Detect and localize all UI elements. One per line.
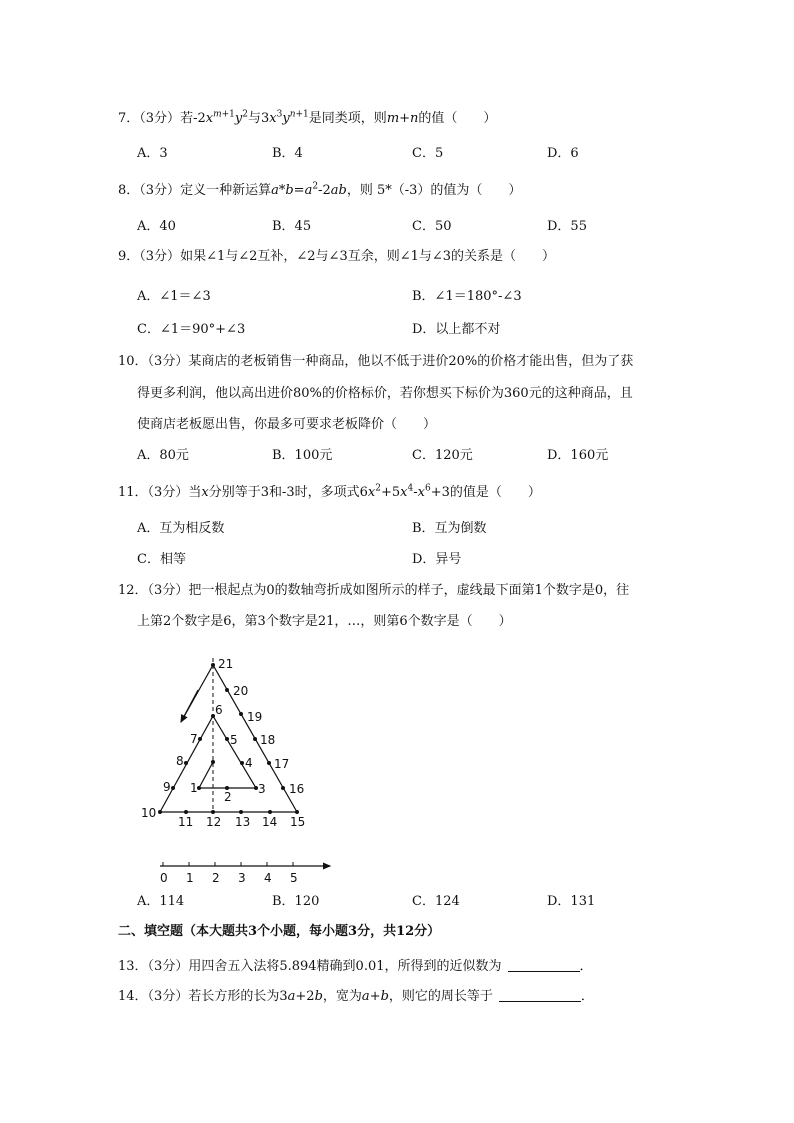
label-6: 6 [215,703,223,717]
label-19: 19 [247,710,263,724]
option-d: D．55 [547,219,587,234]
axis-tick-0: 0 [160,871,168,885]
q-number: 14． [118,989,148,1004]
label-20: 20 [233,684,249,698]
q10-line-1: 某商店的老板销售一种商品，他以不低于进价20%的价格才能出售，但为了获 [188,354,634,369]
label-11: 11 [178,815,194,829]
option-b: B．120 [272,894,320,909]
label-12: 12 [206,815,222,829]
q-score: （3分） [139,183,181,198]
question-8: 8．（3分）定义一种新运算$a*b=a^2-2ab$，则 5*（-3）的值为（ ） [118,181,522,198]
option-d: D．131 [547,894,596,909]
label-2: 2 [224,790,232,804]
q14-stem-b: ，宽为 [322,989,362,1004]
q-number: 7． [118,111,140,126]
q-number: 8． [118,183,140,198]
label-1: 1 [190,781,198,795]
label-7: 7 [190,732,198,746]
q-number: 13． [118,959,148,974]
option-d: D．异号 [412,552,462,567]
option-c: C．∠1＝90°+∠3 [137,322,246,337]
q7-stem: 若$-2x^{m+1}y^2$与$3x^3y^{n+1}$是同类项，则m+n的值（ ） [180,109,497,126]
label-16: 16 [289,782,305,796]
label-18: 18 [260,733,276,747]
q14-stem-c: ，则它的周长等于 [388,989,493,1004]
axis-tick-3: 3 [238,871,246,885]
label-15: 15 [290,815,306,829]
option-b: B．100元 [272,448,333,463]
q-score: （3分） [147,959,189,974]
label-4: 4 [245,756,253,770]
option-a: A．互为相反数 [137,521,225,536]
label-17: 17 [274,757,290,771]
label-13: 13 [235,815,251,829]
label-8: 8 [176,754,184,768]
q-number: 9． [118,249,140,264]
q11-var: x [201,485,209,500]
q10-line-2: 得更多利润，他以高出进价80%的价格标价，若你想买下标价为360元的这种商品，且 [137,386,633,401]
q-number: 11． [118,485,148,500]
option-a: A．∠1＝∠3 [137,289,211,304]
axis-tick-4: 4 [264,871,272,885]
q-score: （3分） [147,989,189,1004]
question-14: 14．（3分）若长方形的长为3a+2b，宽为a+b，则它的周长等于 ． [118,989,594,1004]
q-score: （3分） [139,249,181,264]
q10-line-3: 使商店老板愿出售，你最多可要求老板降价（ ） [137,417,437,432]
q-number: 10． [118,354,148,369]
option-d: D．以上都不对 [412,322,501,337]
option-a: A．80元 [137,448,189,463]
option-c: C．5 [412,146,444,161]
q9-stem: 如果∠1与∠2互补，∠2与∠3互余，则∠1与∠3的关系是（ ） [180,249,556,264]
question-13: 13．（3分）用四舍五入法将5.894精确到0.01，所得到的近似数为 ． [118,959,593,974]
q-number: 12． [118,583,148,598]
option-c: C．120元 [412,448,473,463]
axis-tick-5: 5 [290,871,298,885]
answer-blank[interactable] [499,988,581,1002]
option-c: C．124 [412,894,460,909]
q11-stem-a: 当 [188,485,202,500]
label-14: 14 [262,815,278,829]
option-a: A．3 [137,146,168,161]
option-a: A．114 [137,894,185,909]
q8-stem-b: ，则 5*（-3）的值为（ ） [346,183,522,198]
option-b: B．45 [272,219,312,234]
option-b: B．∠1＝180°-∠3 [412,289,522,304]
question-11: 11．（3分）当x分别等于3和-3时，多项式$6x^2+5x^4-x^6+3$的值是（ ） [118,483,541,500]
q-score: （3分） [147,354,189,369]
label-21: 21 [218,657,234,671]
option-d: D．160元 [547,448,609,463]
q14-stem-a: 若长方形的长为 [188,989,280,1004]
q-score: （3分） [139,111,181,126]
option-c: C．50 [412,219,452,234]
axis-tick-1: 1 [186,871,194,885]
option-d: D．6 [547,146,579,161]
label-5: 5 [230,733,238,747]
section-heading: 二、填空题（本大题共3个小题，每小题3分，共12分） [118,924,441,939]
axis-tick-2: 2 [212,871,220,885]
q13-stem: 用四舍五入法将5.894精确到0.01，所得到的近似数为 [188,959,502,974]
option-b: B．互为倒数 [412,521,487,536]
label-9: 9 [163,780,171,794]
q11-stem-b: 分别等于3和-3时，多项式 [208,485,360,500]
q11-stem-c: 的值是（ ） [449,485,541,500]
q-score: （3分） [147,485,189,500]
option-a: A．40 [137,219,176,234]
option-c: C．相等 [137,552,186,567]
option-b: B．4 [272,146,303,161]
q8-stem-a: 定义一种新运算 [180,183,272,198]
label-10: 10 [141,806,157,820]
q12-line-1: 把一根起点为0的数轴弯折成如图所示的样子，虚线最下面第1个数字是0，往 [188,583,630,598]
label-3: 3 [258,782,266,796]
q12-line-2: 上第2个数字是6，第3个数字是21，…，则第6个数字是（ ） [137,614,512,629]
answer-blank[interactable] [508,958,580,972]
q-score: （3分） [147,583,189,598]
